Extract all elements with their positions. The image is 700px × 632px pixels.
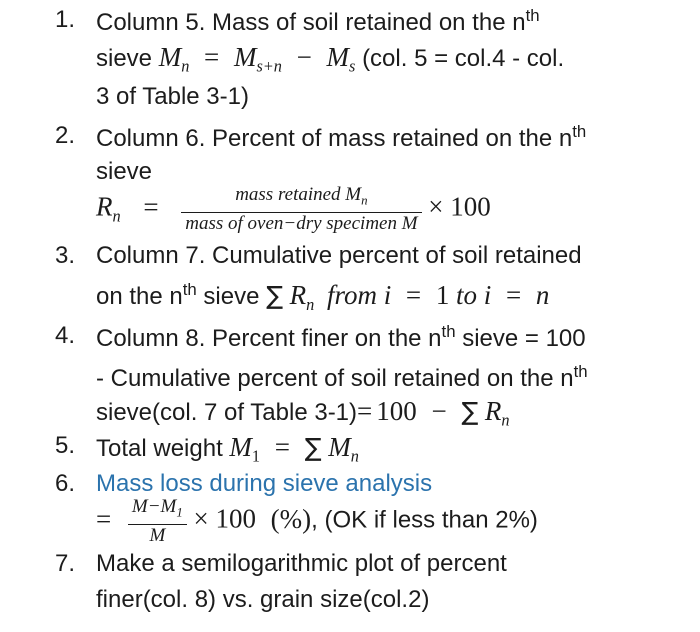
- item-text: - Cumulative percent of soil retained on the $n^{th}$: [96, 362, 588, 393]
- item-text: sieve: [96, 158, 153, 185]
- formula-line: sieve(col. 7 of Table 3-1)= 100 − ∑ $R_n$: [96, 396, 510, 430]
- fraction: $\frac{M-M_1}{M}$: [128, 496, 187, 547]
- item-number: 4.: [55, 322, 76, 349]
- item-number: 7.: [55, 550, 76, 577]
- item-text: finer(col. 8) vs. grain size(col.2): [96, 586, 430, 613]
- fraction: $\frac{mass retained M_n}{\text{mass of oven−dry specimen M}}$: [181, 184, 421, 235]
- item-number: 3.: [55, 242, 76, 269]
- item-number: 6.: [55, 470, 76, 497]
- item-number: 2.: [55, 122, 76, 149]
- item-title: Column 8. Percent finer on the $n^{th}$ sieve = 100: [96, 322, 586, 353]
- item-title: Make a semilogarithmic plot of percent: [96, 550, 507, 577]
- item-title: Mass loss during sieve analysis: [96, 470, 433, 497]
- item-text: 3 of Table 3-1): [96, 83, 249, 110]
- item-number: 1.: [55, 6, 76, 33]
- formula-line: on the $n^{th}$ sieve ∑ $R_n$ from i = 1 to i = n: [96, 280, 550, 314]
- item-title: Column 7. Cumulative percent of soil retained: [96, 242, 582, 269]
- formula-line: = $\frac{M-M_1}{M}$ × 100 (%), (OK if less than 2%): [96, 496, 538, 546]
- formula-line: sieve $M_n = M_{s+n} - M_s$ (col. 5 = col.4 - col.: [96, 42, 565, 76]
- item-title: Column 5. Mass of soil retained on the $n^{th}$: [96, 6, 540, 37]
- formula-line: Total weight $M_1$ = ∑ $M_n$: [96, 432, 359, 466]
- formula-line: $R_n$ = $\frac{mass retained M_n}{\text{mass of oven−dry specimen M}}$ × 100: [96, 184, 491, 234]
- item-title: Column 6. Percent of mass retained on the $n^{th}$: [96, 122, 587, 153]
- item-number: 5.: [55, 432, 76, 459]
